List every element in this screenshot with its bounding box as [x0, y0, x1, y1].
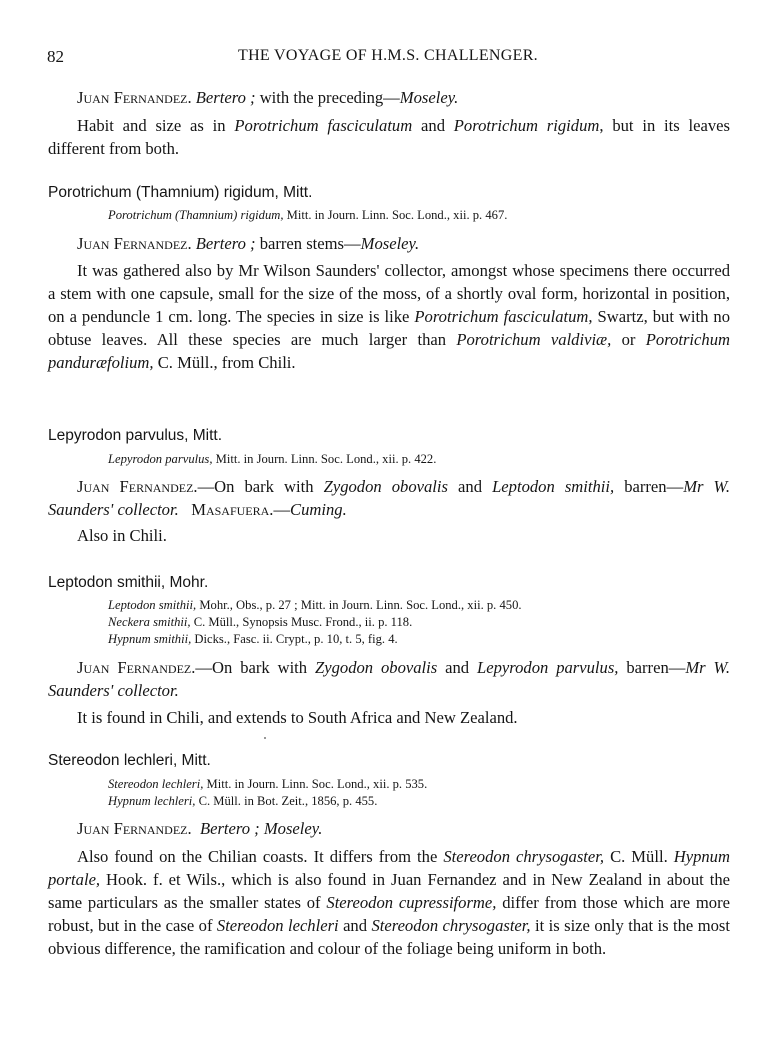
- synonym-list: [48, 776, 730, 810]
- locality-line: Juan Fernandez.—On bark with Zygodon obovalis and Leptodon smithii, barren—Mr W. Saunders' collector. Masafuera.—Cuming.: [48, 477, 730, 519]
- locality-name: Juan Fernandez.: [77, 819, 192, 838]
- speck: [264, 737, 266, 739]
- intro-paragraph: Habit and size as in Porotrichum fasciculatum and Porotrichum rigidum, but in its leaves different from both.: [48, 116, 730, 158]
- species-name: Porotrichum panduræfolium,: [48, 330, 730, 372]
- species-name: Porotrichum valdiviæ,: [456, 330, 612, 349]
- collector-name: Mr W. Saunders' collector.: [48, 658, 730, 700]
- species-name: Porotrichum fasciculatum,: [414, 307, 593, 326]
- species-heading: Leptodon smithii, Mohr.: [48, 574, 209, 591]
- species-name: Stereodon chrysogaster,: [443, 847, 605, 866]
- page-number: 82: [47, 47, 64, 66]
- locality-line: Juan Fernandez. Bertero ; barren stems—Moseley.: [77, 234, 420, 253]
- species-paragraph: Also found on the Chilian coasts. It differs from the Stereodon chrysogaster, C. Müll. Hypnum portale, Hook. f. et Wils., which is also found in Juan Fernandez and in New Zealand in about the same particulars as the smaller states of Stereodon cupressiforme, differ from those which are more robust, but in the case of Stereodon lechleri and Stereodon chrysogaster, it is size only that is the most obvious difference, the ramification and colour of the foliage being uniform in both.: [48, 847, 730, 958]
- synonym-list: [48, 207, 730, 224]
- species-name: Zygodon obovalis: [323, 477, 448, 496]
- synonym-line: Hypnum smithii, Dicks., Fasc. ii. Crypt., p. 10, t. 5, fig. 4.: [108, 632, 398, 646]
- locality-name: Juan Fernandez.: [77, 234, 192, 253]
- synonym-line: Neckera smithii, C. Müll., Synopsis Musc. Frond., ii. p. 118.: [108, 615, 413, 629]
- synonym-list: [48, 451, 730, 468]
- species-name: Leptodon smithii,: [492, 477, 615, 496]
- locality-name: Juan Fernandez.: [77, 658, 196, 677]
- species-heading: Lepyrodon parvulus, Mitt.: [48, 427, 223, 444]
- collector-name: Mr W. Saunders' collector.: [48, 477, 730, 519]
- species-heading: Stereodon lechleri, Mitt.: [48, 752, 211, 769]
- species-name: Stereodon chrysogaster,: [371, 916, 531, 935]
- species-name: Stereodon cupressiforme,: [326, 893, 497, 912]
- species-name: Porotrichum fasciculatum: [234, 116, 413, 135]
- collector-name: Moseley.: [360, 234, 420, 253]
- species-paragraph: It was gathered also by Mr Wilson Saunders' collector, amongst whose specimens there occurred a stem with one capsule, small for the size of the moss, of a shortly oval form, horizontal in position, on a penduncle 1 cm. long. The species in size is like Porotrichum fasciculatum, Swartz, but with no obtuse leaves. All these species are much larger than Porotrichum valdiviæ, or Porotrichum panduræfolium, C. Müll., from Chili.: [48, 261, 730, 372]
- synonym-line: Lepyrodon parvulus, Mitt. in Journ. Linn. Soc. Lond., xii. p. 422.: [108, 452, 437, 466]
- species-name: Stereodon lechleri: [216, 916, 339, 935]
- species-name: Hypnum portale,: [48, 847, 730, 889]
- intro-locality-line: [48, 86, 730, 109]
- collector-name: Moseley.: [399, 88, 459, 107]
- synonym-line: Porotrichum (Thamnium) rigidum, Mitt. in Journ. Linn. Soc. Lond., xii. p. 467.: [108, 208, 508, 222]
- locality-note: with the preceding—: [255, 88, 400, 107]
- collector-name: Cuming.: [290, 500, 347, 519]
- page-header: [47, 47, 729, 67]
- species-name: Porotrichum rigidum: [453, 116, 600, 135]
- collector-name: Bertero ;: [195, 234, 256, 253]
- locality-line: Juan Fernandez.—On bark with Zygodon obovalis and Lepyrodon parvulus, barren—Mr W. Saunders' collector.: [48, 658, 730, 700]
- species-name: Zygodon obovalis: [315, 658, 438, 677]
- synonym-line: Hypnum lechleri, C. Müll. in Bot. Zeit., 1856, p. 455.: [108, 794, 378, 808]
- distribution-note: It is found in Chili, and extends to South Africa and New Zealand.: [77, 708, 518, 727]
- species-heading: Porotrichum (Thamnium) rigidum, Mitt.: [48, 184, 313, 201]
- synonym-list: [48, 597, 730, 648]
- distribution-note: Also in Chili.: [77, 526, 167, 545]
- locality-line: [48, 817, 730, 840]
- locality-name: Juan Fernandez.: [77, 477, 198, 496]
- locality-name: Juan Fernandez.: [77, 88, 192, 107]
- collector-name: Bertero ; Moseley.: [199, 819, 323, 838]
- collector-name: Bertero ;: [195, 88, 256, 107]
- synonym-line: Leptodon smithii, Mohr., Obs., p. 27 ; Mitt. in Journ. Linn. Soc. Lond., xii. p. 450.: [108, 598, 522, 612]
- species-name: Lepyrodon parvulus,: [477, 658, 619, 677]
- synonym-line: Stereodon lechleri, Mitt. in Journ. Linn. Soc. Lond., xii. p. 535.: [108, 777, 428, 791]
- running-head: THE VOYAGE OF H.M.S. CHALLENGER.: [238, 47, 538, 64]
- locality-name: Masafuera.: [191, 500, 274, 519]
